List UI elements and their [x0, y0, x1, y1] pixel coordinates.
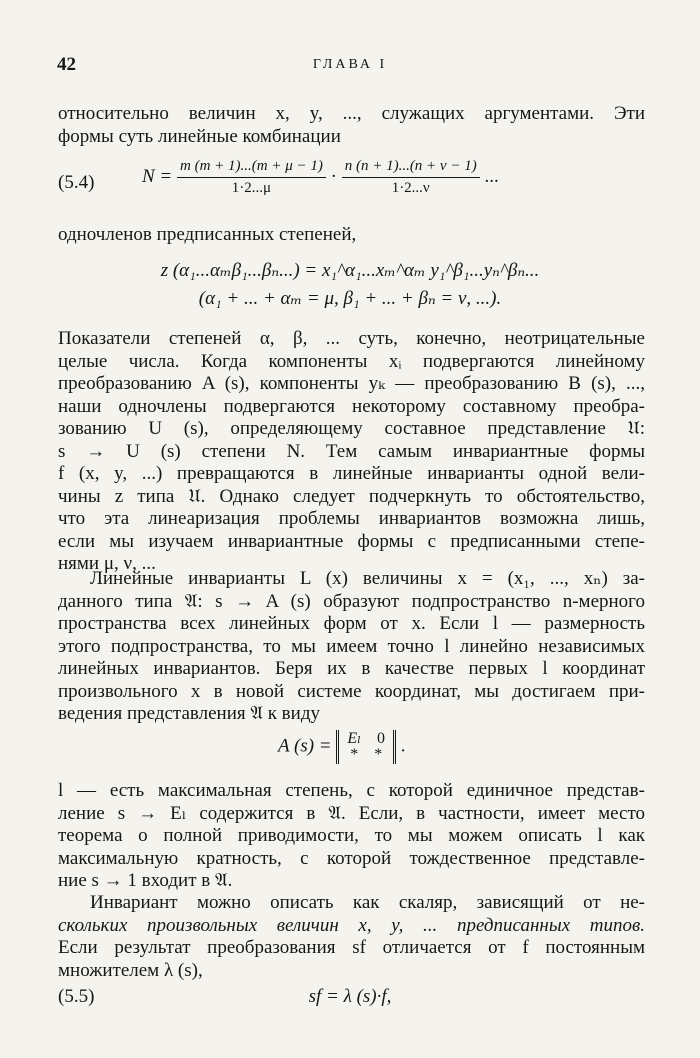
matrix-entry: 0	[377, 730, 386, 747]
text-line: ведения представления 𝔄 к виду	[58, 703, 320, 724]
fraction-denominator: 1·2...ν	[391, 180, 430, 196]
paragraph-3	[58, 328, 645, 576]
text-line: линейных инвариантов. Беря их в качестве первых l координат	[58, 658, 645, 679]
text-line: наши одночлены подвергаются некоторому составному преобра-	[58, 395, 645, 417]
text-line: f (x, y, ...) превращаются в линейные инварианты одной вели-	[58, 463, 645, 484]
text-line: Линейные инварианты L (x) величины x = (x₁, ..., xₙ) за-	[90, 568, 645, 589]
fraction-numerator: n (n + 1)...(n + ν − 1)	[342, 158, 480, 178]
page-number: 42	[57, 54, 76, 75]
running-head: ГЛАВА I	[312, 57, 388, 72]
text-line: нями μ, ν, ...	[58, 553, 156, 574]
paragraph-1	[58, 103, 645, 148]
paragraph-2	[58, 224, 645, 247]
text-line: преобразованию A (s), компоненты yₖ — преобразованию B (s), ...,	[58, 373, 645, 394]
text-line: s → U (s) степени N. Тем самым инвариантные формы	[58, 440, 645, 462]
text-line: что эта линеаризация проблемы инвариантов возможна лишь,	[58, 508, 645, 529]
equation-number: (5.4)	[58, 172, 95, 193]
text-line: Показатели степеней α, β, ... суть, конечно, неотрицательные	[58, 328, 645, 349]
product-dot: ·	[330, 165, 337, 187]
matrix-equation	[278, 730, 406, 764]
ellipsis: ...	[484, 165, 499, 187]
equation-5-5: sf = λ (s)·f,	[308, 986, 392, 1007]
text-line: одночленов предписанных степеней,	[58, 224, 357, 245]
paragraph-4	[58, 568, 645, 726]
text-line: ление s → Eₗ содержится в 𝔄. Если, в частности, имеет место	[58, 802, 645, 824]
text-line: этого подпространства, то мы имеем точно l линейно независимых	[58, 635, 645, 657]
text-line: произвольного x в новой системе координат, мы достигаем при-	[58, 680, 645, 702]
period: .	[400, 735, 406, 757]
fraction-denominator: 1·2...μ	[231, 180, 272, 196]
text-line: ние s → 1 входит в 𝔄.	[58, 870, 233, 891]
text-line: целые числа. Когда компоненты xᵢ подвергаются линейному	[58, 350, 645, 372]
fraction	[177, 158, 326, 197]
text-line: пространства всех линейных форм от x. Если l — размерность	[58, 613, 645, 634]
text-line: чины z типа 𝔘. Однако следует подчеркнуть то обстоятельство,	[58, 485, 645, 507]
text-line: скольких произвольных величин x, y, ... предписанных типов.	[58, 914, 645, 936]
matrix-entry: *	[374, 746, 383, 763]
matrix-entry: *	[350, 746, 359, 763]
fraction-numerator: m (m + 1)...(m + μ − 1)	[177, 158, 326, 178]
text-line: l — есть максимальная степень, с которой единичное представ-	[58, 780, 645, 801]
text-line: относительно величин x, y, ..., служащих аргументами. Эти	[58, 103, 645, 124]
text-line: максимальную кратность, с которой тождественное представле-	[58, 847, 645, 869]
matrix-entry: Eₗ	[347, 730, 362, 747]
equation-5-4	[142, 158, 499, 197]
text-line: формы суть линейные комбинации	[58, 125, 341, 147]
fraction	[342, 158, 480, 197]
text-line: зованию U (s), определяющему составное представление 𝔘:	[58, 418, 645, 439]
block-matrix	[336, 730, 396, 764]
paragraph-6	[58, 892, 645, 982]
equation-number: (5.5)	[58, 986, 95, 1007]
text-line: Инвариант можно описать как скаляр, зависящий от не-	[90, 892, 645, 913]
text-line: если мы изучаем инвариантные формы с предписанными степе-	[58, 530, 645, 552]
text-line: Если результат преобразования sf отличается от f постоянным	[58, 937, 645, 958]
text-line: данного типа 𝔄: s → A (s) образуют подпространство n-мерного	[58, 590, 645, 612]
monomial-formula: z (α₁...αₘβ₁...βₙ...) = x₁^α₁...xₘ^αₘ y₁^β₁...yₙ^βₙ...	[160, 260, 540, 281]
text-line: множителем λ (s),	[58, 959, 203, 981]
text-line: теорема о полной приводимости, то мы можем описать l как	[58, 825, 645, 846]
equation-lhs: N =	[142, 165, 173, 187]
paragraph-5	[58, 780, 645, 893]
matrix-lhs: A (s) =	[278, 735, 332, 757]
monomial-constraints: (α₁ + ... + αₘ = μ, β₁ + ... + βₙ = ν, ...).	[198, 288, 502, 309]
